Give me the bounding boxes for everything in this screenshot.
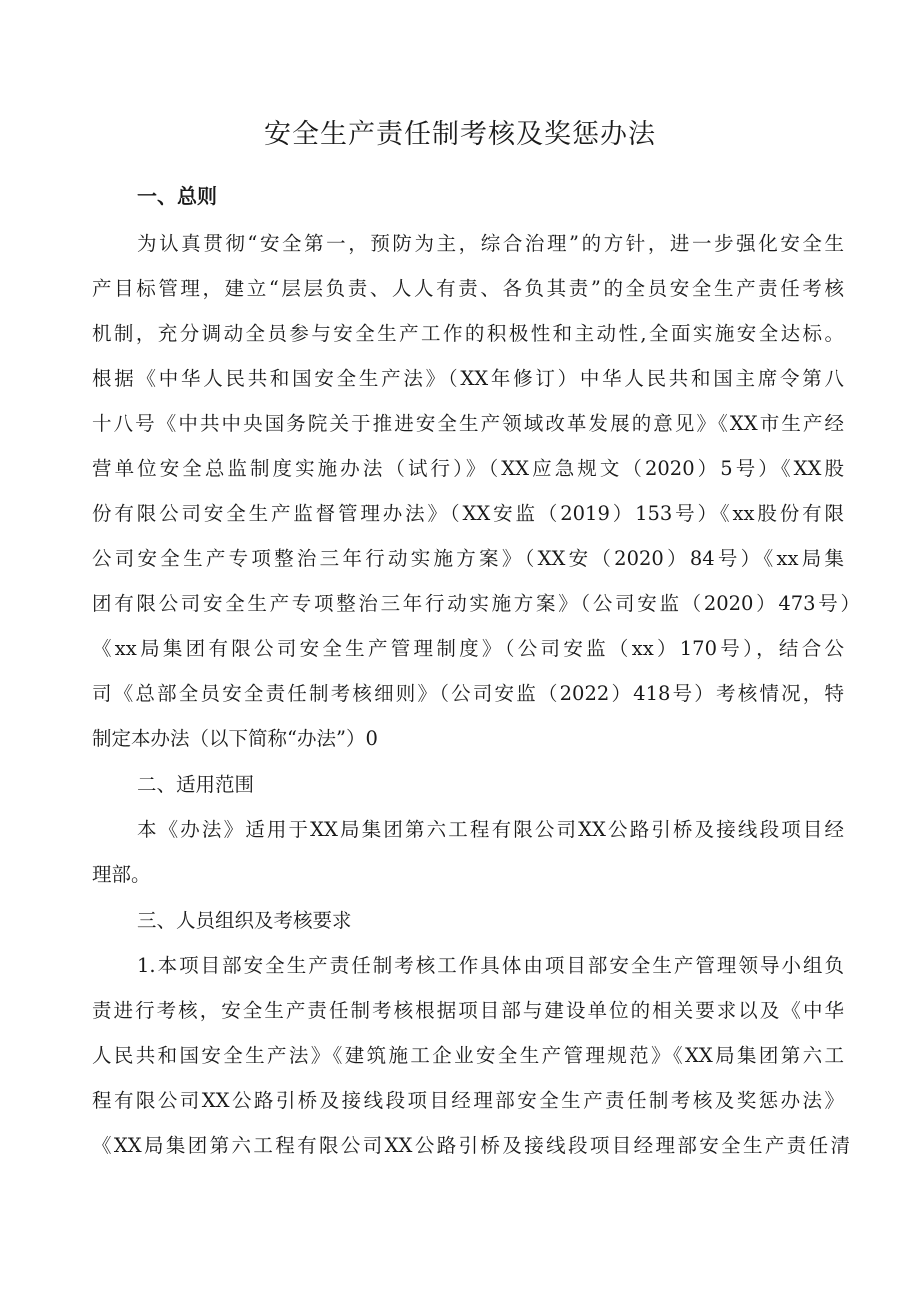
paragraph-line: 制定本办法（以下简称“办法”）0 (92, 727, 378, 750)
document-title: 安全生产责任制考核及奖惩办法 (264, 119, 656, 150)
paragraph-line: 根据《中华人民共和国安全生产法》（XX年修订）中华人民共和国主席令第八 (92, 367, 844, 390)
paragraph-line: 人民共和国安全生产法》《建筑施工企业安全生产管理规范》《XX局集团第六工 (92, 1044, 844, 1067)
paragraph-line: 《xx局集团有限公司安全生产管理制度》（公司安监（xx）170号），结合公 (92, 637, 844, 660)
paragraph-line: 本《办法》适用于XX局集团第六工程有限公司XX公路引桥及接线段项目经 (137, 818, 844, 841)
section-heading-organization: 三、人员组织及考核要求 (137, 909, 352, 932)
paragraph-line: 司《总部全员安全责任制考核细则》（公司安监（2022）418号）考核情况，特 (92, 682, 844, 705)
paragraph-line: 责进行考核，安全生产责任制考核根据项目部与建设单位的相关要求以及《中华 (92, 999, 844, 1022)
paragraph-line: 程有限公司XX公路引桥及接线段项目经理部安全生产责任制考核及奖惩办法》 (92, 1089, 844, 1112)
paragraph-line: 份有限公司安全生产监督管理办法》（XX安监（2019）153号）《xx股份有限 (92, 502, 844, 525)
paragraph-line: 理部。 (92, 863, 151, 886)
paragraph-line: 产目标管理，建立“层层负责、人人有责、各负其责”的全员安全生产责任考核 (92, 277, 844, 300)
paragraph-line: 十八号《中共中央国务院关于推进安全生产领域改革发展的意见》《XX市生产经 (92, 412, 844, 435)
paragraph-line: 公司安全生产专项整治三年行动实施方案》（XX安（2020）84号）《xx局集 (92, 547, 844, 570)
section-heading-scope: 二、适用范围 (137, 773, 255, 796)
paragraph-line: 营单位安全总监制度实施办法（试行）》（XX应急规文（2020）5号）《XX股 (92, 457, 844, 480)
paragraph-line: 1.本项目部安全生产责任制考核工作具体由项目部安全生产管理领导小组负 (137, 954, 844, 977)
section-heading-general: 一、总则 (137, 184, 217, 208)
paragraph-line: 团有限公司安全生产专项整治三年行动实施方案》（公司安监（2020）473号） (92, 592, 860, 615)
paragraph-line: 为认真贯彻“安全第一，预防为主，综合治理”的方针，进一步强化安全生 (137, 232, 844, 255)
paragraph-line: 《XX局集团第六工程有限公司XX公路引桥及接线段项目经理部安全生产责任清 (92, 1134, 850, 1157)
paragraph-line: 机制，充分调动全员参与安全生产工作的积极性和主动性,全面实施安全达标。 (92, 322, 844, 345)
